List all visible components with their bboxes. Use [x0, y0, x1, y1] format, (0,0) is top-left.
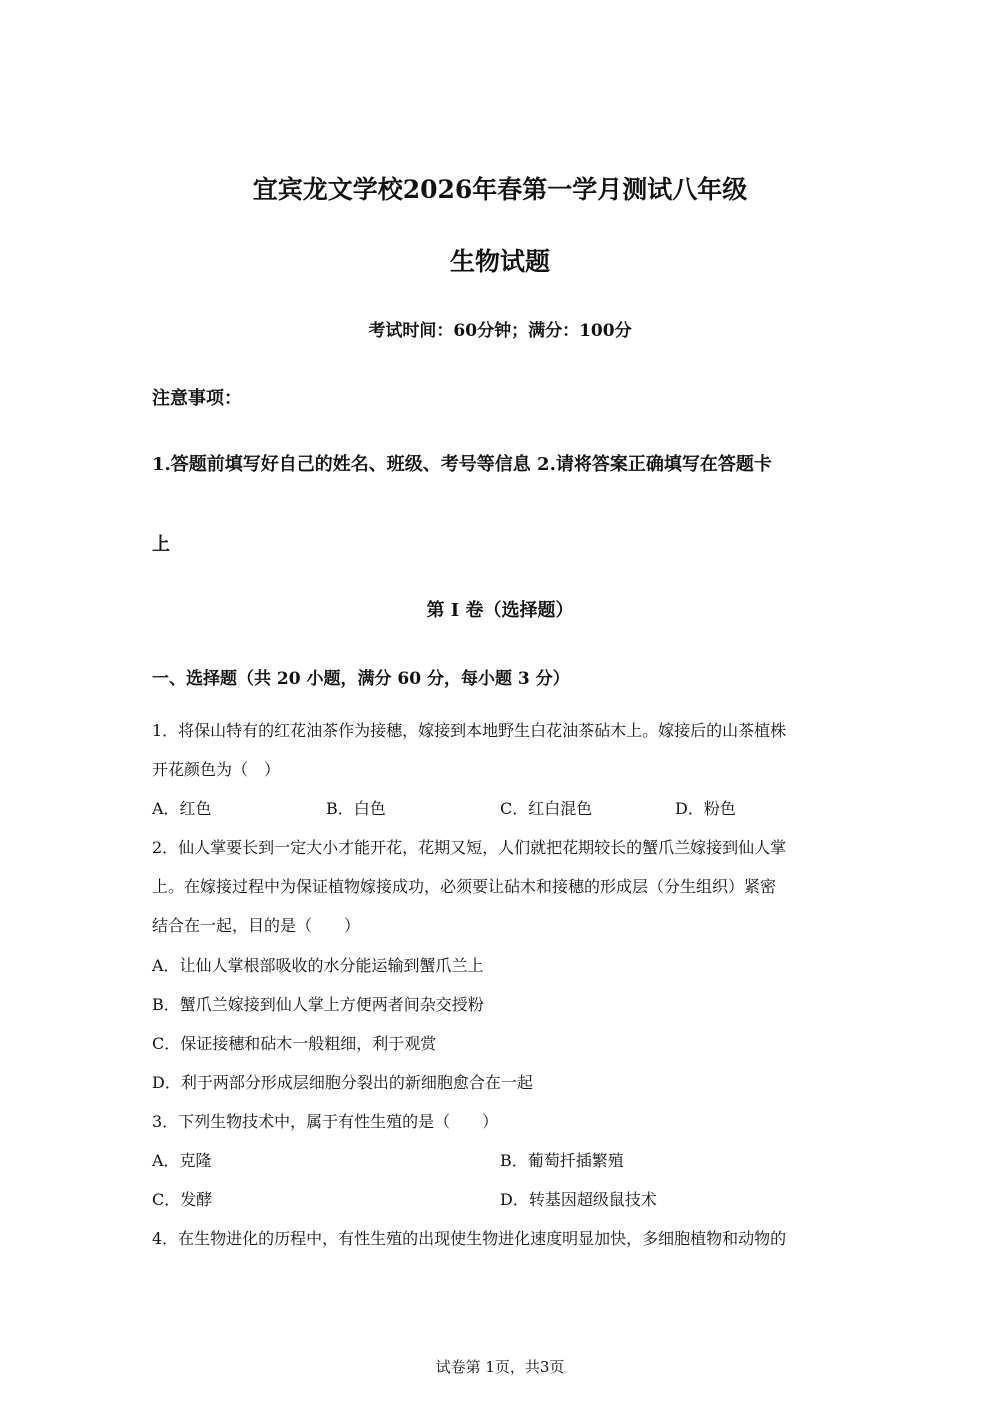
question-1-option-a: A．红色 [152, 799, 212, 818]
exam-info: 考试时间：60分钟；满分：100分 [368, 321, 632, 341]
notice-heading: 注意事项： [152, 388, 242, 409]
section-title: 第 I 卷（选择题） [426, 600, 574, 621]
question-4-line-1: 4．在生物进化的历程中，有性生殖的出现使生物进化速度明显加快，多细胞植物和动物的 [152, 1229, 787, 1248]
question-2-option-d: D．利于两部分形成层细胞分裂出的新细胞愈合在一起 [152, 1073, 533, 1092]
question-3-line-1: 3．下列生物技术中，属于有性生殖的是（ ） [152, 1112, 499, 1131]
part-title: 一、选择题（共 20 小题，满分 60 分，每小题 3 分） [152, 669, 570, 689]
question-2-option-b: B．蟹爪兰嫁接到仙人掌上方便两者间杂交授粉 [152, 995, 484, 1014]
question-3-option-b: B．葡萄扦插繁殖 [500, 1151, 624, 1170]
question-2-line-3: 结合在一起，目的是（ ） [152, 916, 361, 935]
question-2-line-2: 上。在嫁接过程中为保证植物嫁接成功，必须要让砧木和接穗的形成层（分生组织）紧密 [152, 877, 777, 896]
notice-line-1: 1.答题前填写好自己的姓名、班级、考号等信息 2.请将答案正确填写在答题卡 [152, 454, 772, 475]
question-3-option-a: A．克隆 [152, 1151, 212, 1170]
question-1-option-d: D．粉色 [675, 799, 736, 818]
page-footer: 试卷第 1页，共3页 [435, 1358, 565, 1376]
question-1-option-c: C．红白混色 [500, 799, 593, 818]
question-2-option-c: C．保证接穗和砧木一般粗细，利于观赏 [152, 1034, 437, 1053]
question-2-option-a: A．让仙人掌根部吸收的水分能运输到蟹爪兰上 [152, 956, 484, 975]
question-3-option-d: D．转基因超级鼠技术 [500, 1190, 657, 1209]
page-title: 宜宾龙文学校2026年春第一学月测试八年级 [252, 175, 748, 204]
notice-line-2: 上 [152, 534, 170, 555]
question-1-line-1: 1．将保山特有的红花油茶作为接穗，嫁接到本地野生白花油茶砧木上。嫁接后的山茶植株 [152, 721, 787, 740]
question-1-option-b: B．白色 [326, 799, 386, 818]
question-3-option-c: C．发酵 [152, 1190, 213, 1209]
question-2-line-1: 2．仙人掌要长到一定大小才能开花，花期又短，人们就把花期较长的蟹爪兰嫁接到仙人掌 [152, 838, 787, 857]
page-subtitle: 生物试题 [449, 247, 550, 276]
question-1-line-2: 开花颜色为（ ） [152, 760, 281, 779]
